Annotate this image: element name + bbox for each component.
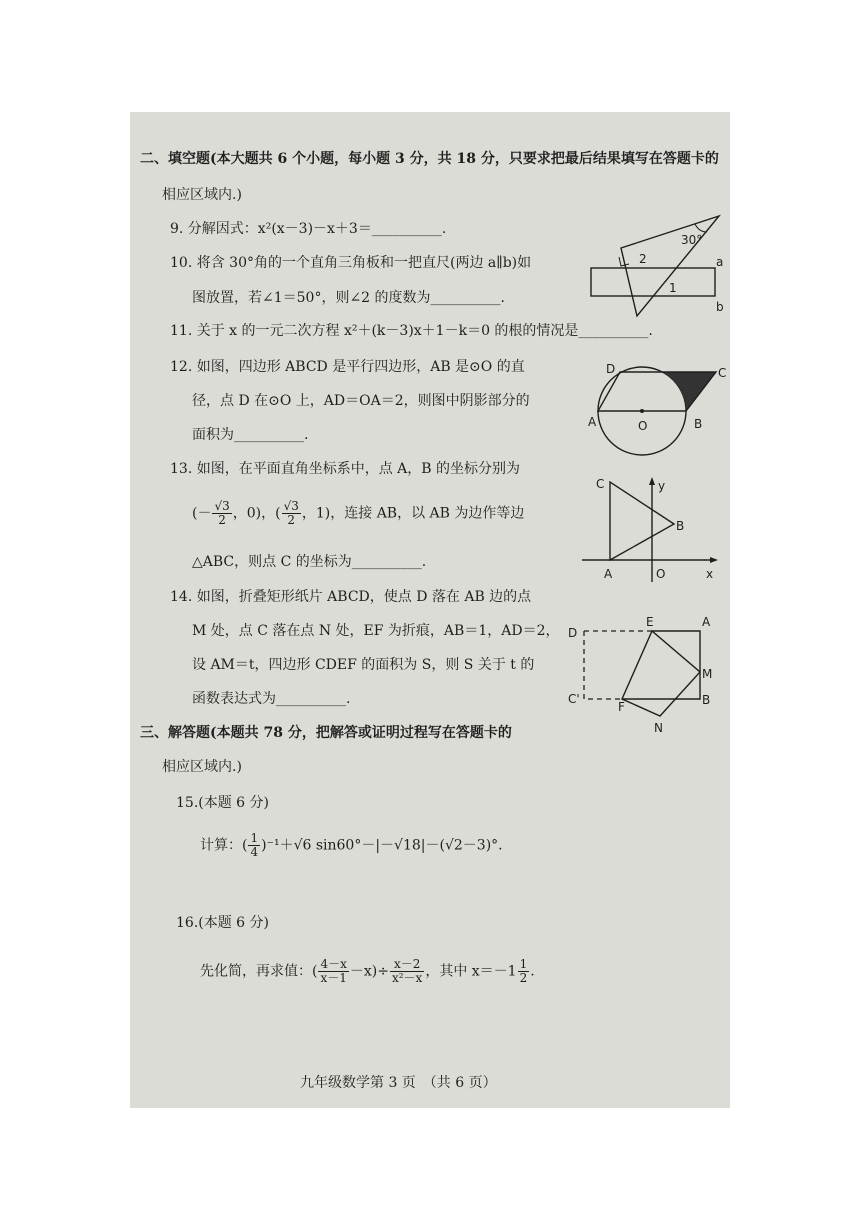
label-a: a	[716, 255, 724, 269]
angle-arc	[695, 224, 707, 232]
label-c: C'	[568, 692, 580, 706]
triangle-abc	[610, 482, 674, 560]
label-a: A	[604, 567, 613, 581]
label-2: 2	[639, 252, 647, 266]
question-12-line1: 12. 如图，四边形 ABCD 是平行四边形，AB 是⊙O 的直	[170, 359, 525, 375]
fraction: $\frac{√3}{2}$	[214, 499, 230, 527]
section3-heading: 三、解答题(本题共 78 分，把解答或证明过程写在答题卡的	[140, 725, 512, 741]
figure-q10-ruler-triangle	[585, 212, 725, 317]
question-14-line1: 14. 如图，折叠矩形纸片 ABCD，使点 D 落在 AB 边的点	[170, 589, 532, 605]
label-o: O	[656, 567, 666, 581]
section3-heading-line2: 相应区域内.)	[162, 759, 242, 775]
label-b: B	[676, 519, 685, 533]
fraction: $\frac{4-x}{x-1}$	[320, 957, 347, 985]
question-13-line3: △ABC，则点 C 的坐标为__________.	[192, 554, 427, 570]
question-13-line2: (－ $\frac{√3}{2}$ ，0)，( $\frac{√3}{2}$ ，1)，连接 AB，以 AB 为边作等边	[192, 499, 525, 527]
label-f: F	[618, 700, 625, 714]
label-e: E	[646, 615, 654, 629]
figure-q14-folded-rectangle	[566, 612, 724, 744]
question-10-line2: 图放置，若∠1＝50°，则∠2 的度数为__________.	[192, 290, 505, 306]
fraction: $\frac{1}{2}$	[519, 957, 528, 985]
ruler	[591, 268, 715, 296]
label-b: B	[694, 417, 703, 431]
rectangle-edges	[622, 631, 700, 699]
question-16-expression: 先化简，再求值：( $\frac{4-x}{x-1}$ －x)÷ $\frac{x-2}{\text{x²－x}}$ ，其中 x＝－1 $\frac{1}{2}$ .	[200, 957, 535, 985]
section2-heading: 二、填空题(本大题共 6 个小题，每小题 3 分，共 18 分，只要求把最后结果填写在答题卡的	[140, 151, 719, 167]
page-footer: 九年级数学第 3 页 （共 6 页）	[300, 1075, 497, 1091]
label-d: D	[568, 626, 578, 640]
fraction: $\frac{√3}{2}$	[283, 499, 299, 527]
figure-q12-circle-parallelogram	[590, 358, 730, 448]
center-point	[640, 409, 644, 413]
label-y: y	[658, 479, 666, 493]
label-1: 1	[669, 281, 677, 295]
section2-heading-line2: 相应区域内.)	[162, 187, 242, 203]
question-13-line1: 13. 如图，在平面直角坐标系中，点 A，B 的坐标分别为	[170, 461, 521, 477]
fraction: $\frac{1}{4}$	[250, 831, 259, 859]
question-16-title: 16.(本题 6 分)	[176, 915, 269, 931]
question-12-line2: 径，点 D 在⊙O 上，AD＝OA＝2，则图中阴影部分的	[192, 393, 530, 409]
question-14-line2: M 处，点 C 落在点 N 处，EF 为折痕，AB＝1，AD＝2，	[192, 623, 560, 639]
fold-dashed-left	[584, 631, 622, 699]
question-15-expression: 计算：( $\frac{1}{4}$ )⁻¹＋√6 sin60°－|－√18|－(√2－3)°.	[200, 831, 503, 859]
fraction: $\frac{x-2}{\text{x²－x}}$	[391, 957, 423, 985]
question-9: 9. 分解因式：x²(x－3)－x＋3＝__________.	[170, 221, 447, 237]
set-square	[621, 216, 719, 316]
label-c: C	[596, 477, 605, 491]
label-b: b	[716, 300, 724, 314]
question-14-line4: 函数表达式为__________.	[192, 691, 351, 707]
question-15-title: 15.(本题 6 分)	[176, 795, 269, 811]
label-o: O	[638, 419, 648, 433]
label-30: 30°	[681, 233, 703, 247]
question-11: 11. 关于 x 的一元二次方程 x²＋(k－3)x＋1－k＝0 的根的情况是__________.	[170, 323, 653, 339]
label-x: x	[706, 567, 714, 581]
label-a: A	[588, 415, 597, 429]
y-axis-arrow	[649, 477, 655, 485]
label-c: C	[718, 366, 727, 380]
folded-quadrilateral	[622, 631, 700, 716]
label-m: M	[702, 667, 713, 681]
x-axis-arrow	[710, 557, 718, 563]
label-b: B	[702, 693, 711, 707]
question-12-line3: 面积为__________.	[192, 427, 309, 443]
question-14-line3: 设 AM＝t，四边形 CDEF 的面积为 S，则 S 关于 t 的	[192, 657, 535, 673]
question-10-line1: 10. 将含 30°角的一个直角三角板和一把直尺(两边 a∥b)如	[170, 255, 532, 271]
label-d: D	[606, 362, 616, 376]
label-n: N	[654, 721, 663, 735]
figure-q13-coordinate-plane	[582, 472, 722, 584]
label-a: A	[702, 615, 711, 629]
